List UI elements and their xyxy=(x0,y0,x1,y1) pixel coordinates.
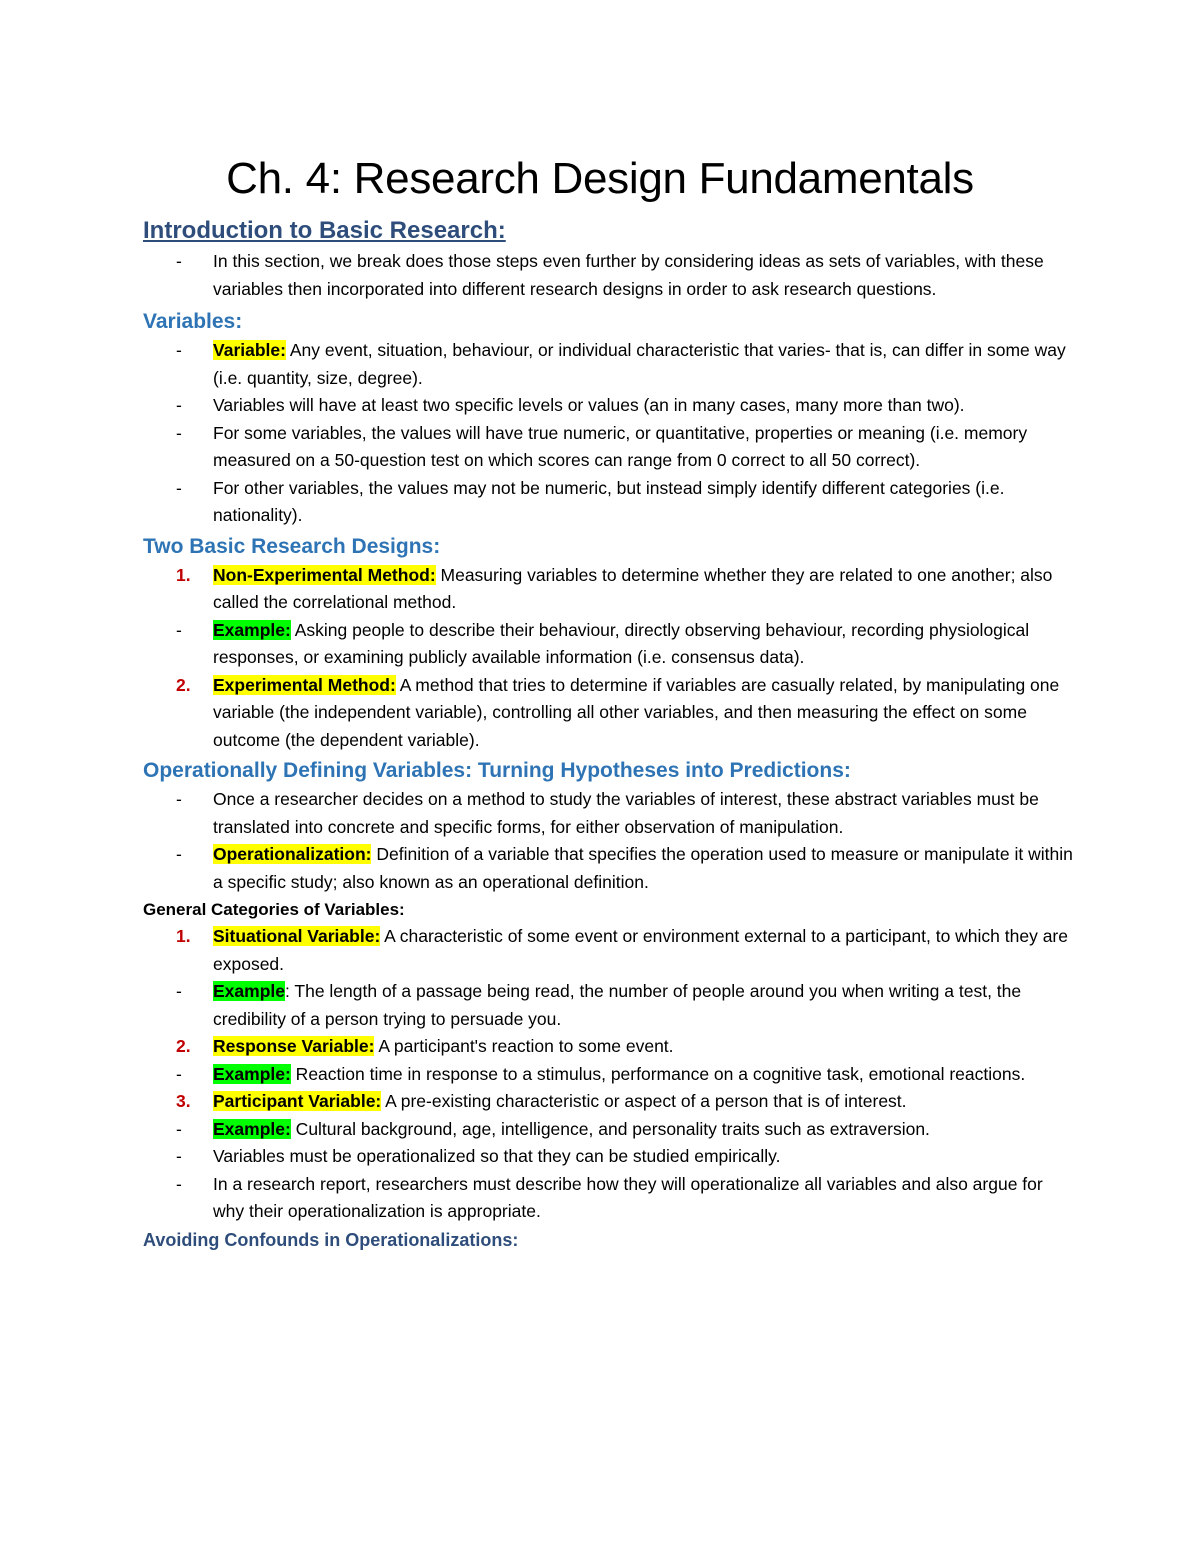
list-item xyxy=(143,337,1073,392)
list-number: 2. xyxy=(176,1036,191,1056)
item-text: A characteristic of some event or environment external to a participant, to which they are exposed. xyxy=(213,926,1068,974)
list-marker: - xyxy=(176,619,182,640)
list-item xyxy=(143,475,1073,530)
list-marker: - xyxy=(176,477,182,498)
list-item xyxy=(143,1088,1073,1116)
list-item xyxy=(143,1033,1073,1061)
list-item xyxy=(143,420,1073,475)
list-item xyxy=(143,617,1073,672)
list-item xyxy=(143,392,1073,420)
list-marker: - xyxy=(176,422,182,443)
section-heading-designs: Two Basic Research Designs: xyxy=(143,534,441,558)
section-heading-categories: General Categories of Variables: xyxy=(143,900,405,919)
list-marker: - xyxy=(176,395,182,415)
example-label: Example xyxy=(213,981,285,1001)
example-label: Example: xyxy=(213,1063,291,1084)
item-text: Reaction time in response to a stimulus, performance on a cognitive task, emotional reactions. xyxy=(290,1063,1026,1084)
section-heading-intro: Introduction to Basic Research: xyxy=(143,217,506,244)
item-text: Once a researcher decides on a method to study the variables of interest, these abstract variables must be translated into concrete and specific forms, for either observation of manipulation. xyxy=(213,789,1039,837)
list-number: 2. xyxy=(176,674,191,695)
section-designs xyxy=(143,532,1073,755)
section-heading-confounds: Avoiding Confounds in Operationalizations: xyxy=(143,1229,519,1250)
list-marker: - xyxy=(176,251,182,271)
item-text: Variables must be operationalized so that they can be studied empirically. xyxy=(213,1146,781,1166)
list-marker: - xyxy=(176,1118,182,1139)
highlighted-term: Participant Variable: xyxy=(213,1091,382,1111)
section-variables xyxy=(143,307,1073,530)
list-item xyxy=(143,841,1073,896)
list-marker: - xyxy=(176,1146,182,1166)
list-item xyxy=(143,786,1073,841)
example-label: Example: xyxy=(213,1118,291,1139)
list-number: 3. xyxy=(176,1091,191,1111)
item-text: Any event, situation, behaviour, or individual characteristic that varies- that is, can differ in some way (i.e. quantity, size, degree). xyxy=(213,340,1066,388)
list-marker: - xyxy=(176,1063,182,1084)
item-text: Cultural background, age, intelligence, and personality traits such as extraversion. xyxy=(290,1118,930,1139)
highlighted-term: Non-Experimental Method: xyxy=(213,564,436,585)
example-label: Example: xyxy=(213,619,291,640)
item-text: : The length of a passage being read, the number of people around you when writing a test, the credibility of a person trying to persuade you. xyxy=(213,981,1022,1029)
document-title: Ch. 4: Research Design Fundamentals xyxy=(226,154,974,203)
item-text: Asking people to describe their behaviour, directly observing behaviour, recording physiological responses, or examining publicly available information (i.e. consensus data). xyxy=(213,619,1030,667)
item-text: A method that tries to determine if variables are casually related, by manipulating one variable (the independent variable), controlling all other variables, and then measuring the effect on some outcome (the dependent variable). xyxy=(213,674,1060,750)
list-item xyxy=(143,923,1073,978)
item-text: In this section, we break does those steps even further by considering ideas as sets of variables, with these variables then incorporated into different research designs in order to ask research questions. xyxy=(213,251,1044,299)
list-number: 1. xyxy=(176,926,191,946)
item-text: Measuring variables to determine whether they are related to one another; also called the correlational method. xyxy=(213,564,1053,612)
list-item xyxy=(143,1061,1073,1089)
list-number: 1. xyxy=(176,564,191,585)
list-marker: - xyxy=(176,340,182,360)
highlighted-term: Operationalization: xyxy=(213,844,372,864)
section-intro xyxy=(143,214,1073,303)
item-text: For other variables, the values may not be numeric, but instead simply identify different categories (i.e. nationality). xyxy=(213,477,1005,525)
section-operational xyxy=(143,756,1073,896)
section-categories xyxy=(143,896,1073,1226)
list-marker: - xyxy=(176,1173,182,1194)
list-marker: - xyxy=(176,981,182,1001)
item-text: For some variables, the values will have true numeric, or quantitative, properties or meaning (i.e. memory measured on a 50-question test on which scores can range from 0 correct to all 50 correct). xyxy=(213,422,1028,470)
section-heading-variables: Variables: xyxy=(143,310,243,333)
list-item xyxy=(143,978,1073,1033)
highlighted-term: Experimental Method: xyxy=(213,674,396,695)
list-item xyxy=(143,562,1073,617)
list-item xyxy=(143,1116,1073,1144)
highlighted-term: Response Variable: xyxy=(213,1036,375,1056)
list-item xyxy=(143,1171,1073,1226)
section-heading-operational: Operationally Defining Variables: Turning Hypotheses into Predictions: xyxy=(143,759,851,782)
list-item xyxy=(143,1143,1073,1171)
item-text: Definition of a variable that specifies the operation used to measure or manipulate it within a specific study; also known as an operational definition. xyxy=(213,844,1073,892)
highlighted-term: Situational Variable: xyxy=(213,926,381,946)
item-text: A participant's reaction to some event. xyxy=(374,1036,674,1056)
list-item xyxy=(143,672,1073,755)
list-marker: - xyxy=(176,789,182,809)
list-item xyxy=(143,248,1073,303)
list-marker: - xyxy=(176,844,182,864)
highlighted-term: Variable: xyxy=(213,340,286,360)
item-text: In a research report, researchers must describe how they will operationalize all variables and also argue for why their operationalization is appropriate. xyxy=(213,1173,1043,1221)
section-confounds xyxy=(143,1226,1073,1254)
item-text: Variables will have at least two specific levels or values (an in many cases, many more than two). xyxy=(213,395,965,415)
item-text: A pre-existing characteristic or aspect of a person that is of interest. xyxy=(381,1091,907,1111)
document-body xyxy=(143,150,1073,1254)
